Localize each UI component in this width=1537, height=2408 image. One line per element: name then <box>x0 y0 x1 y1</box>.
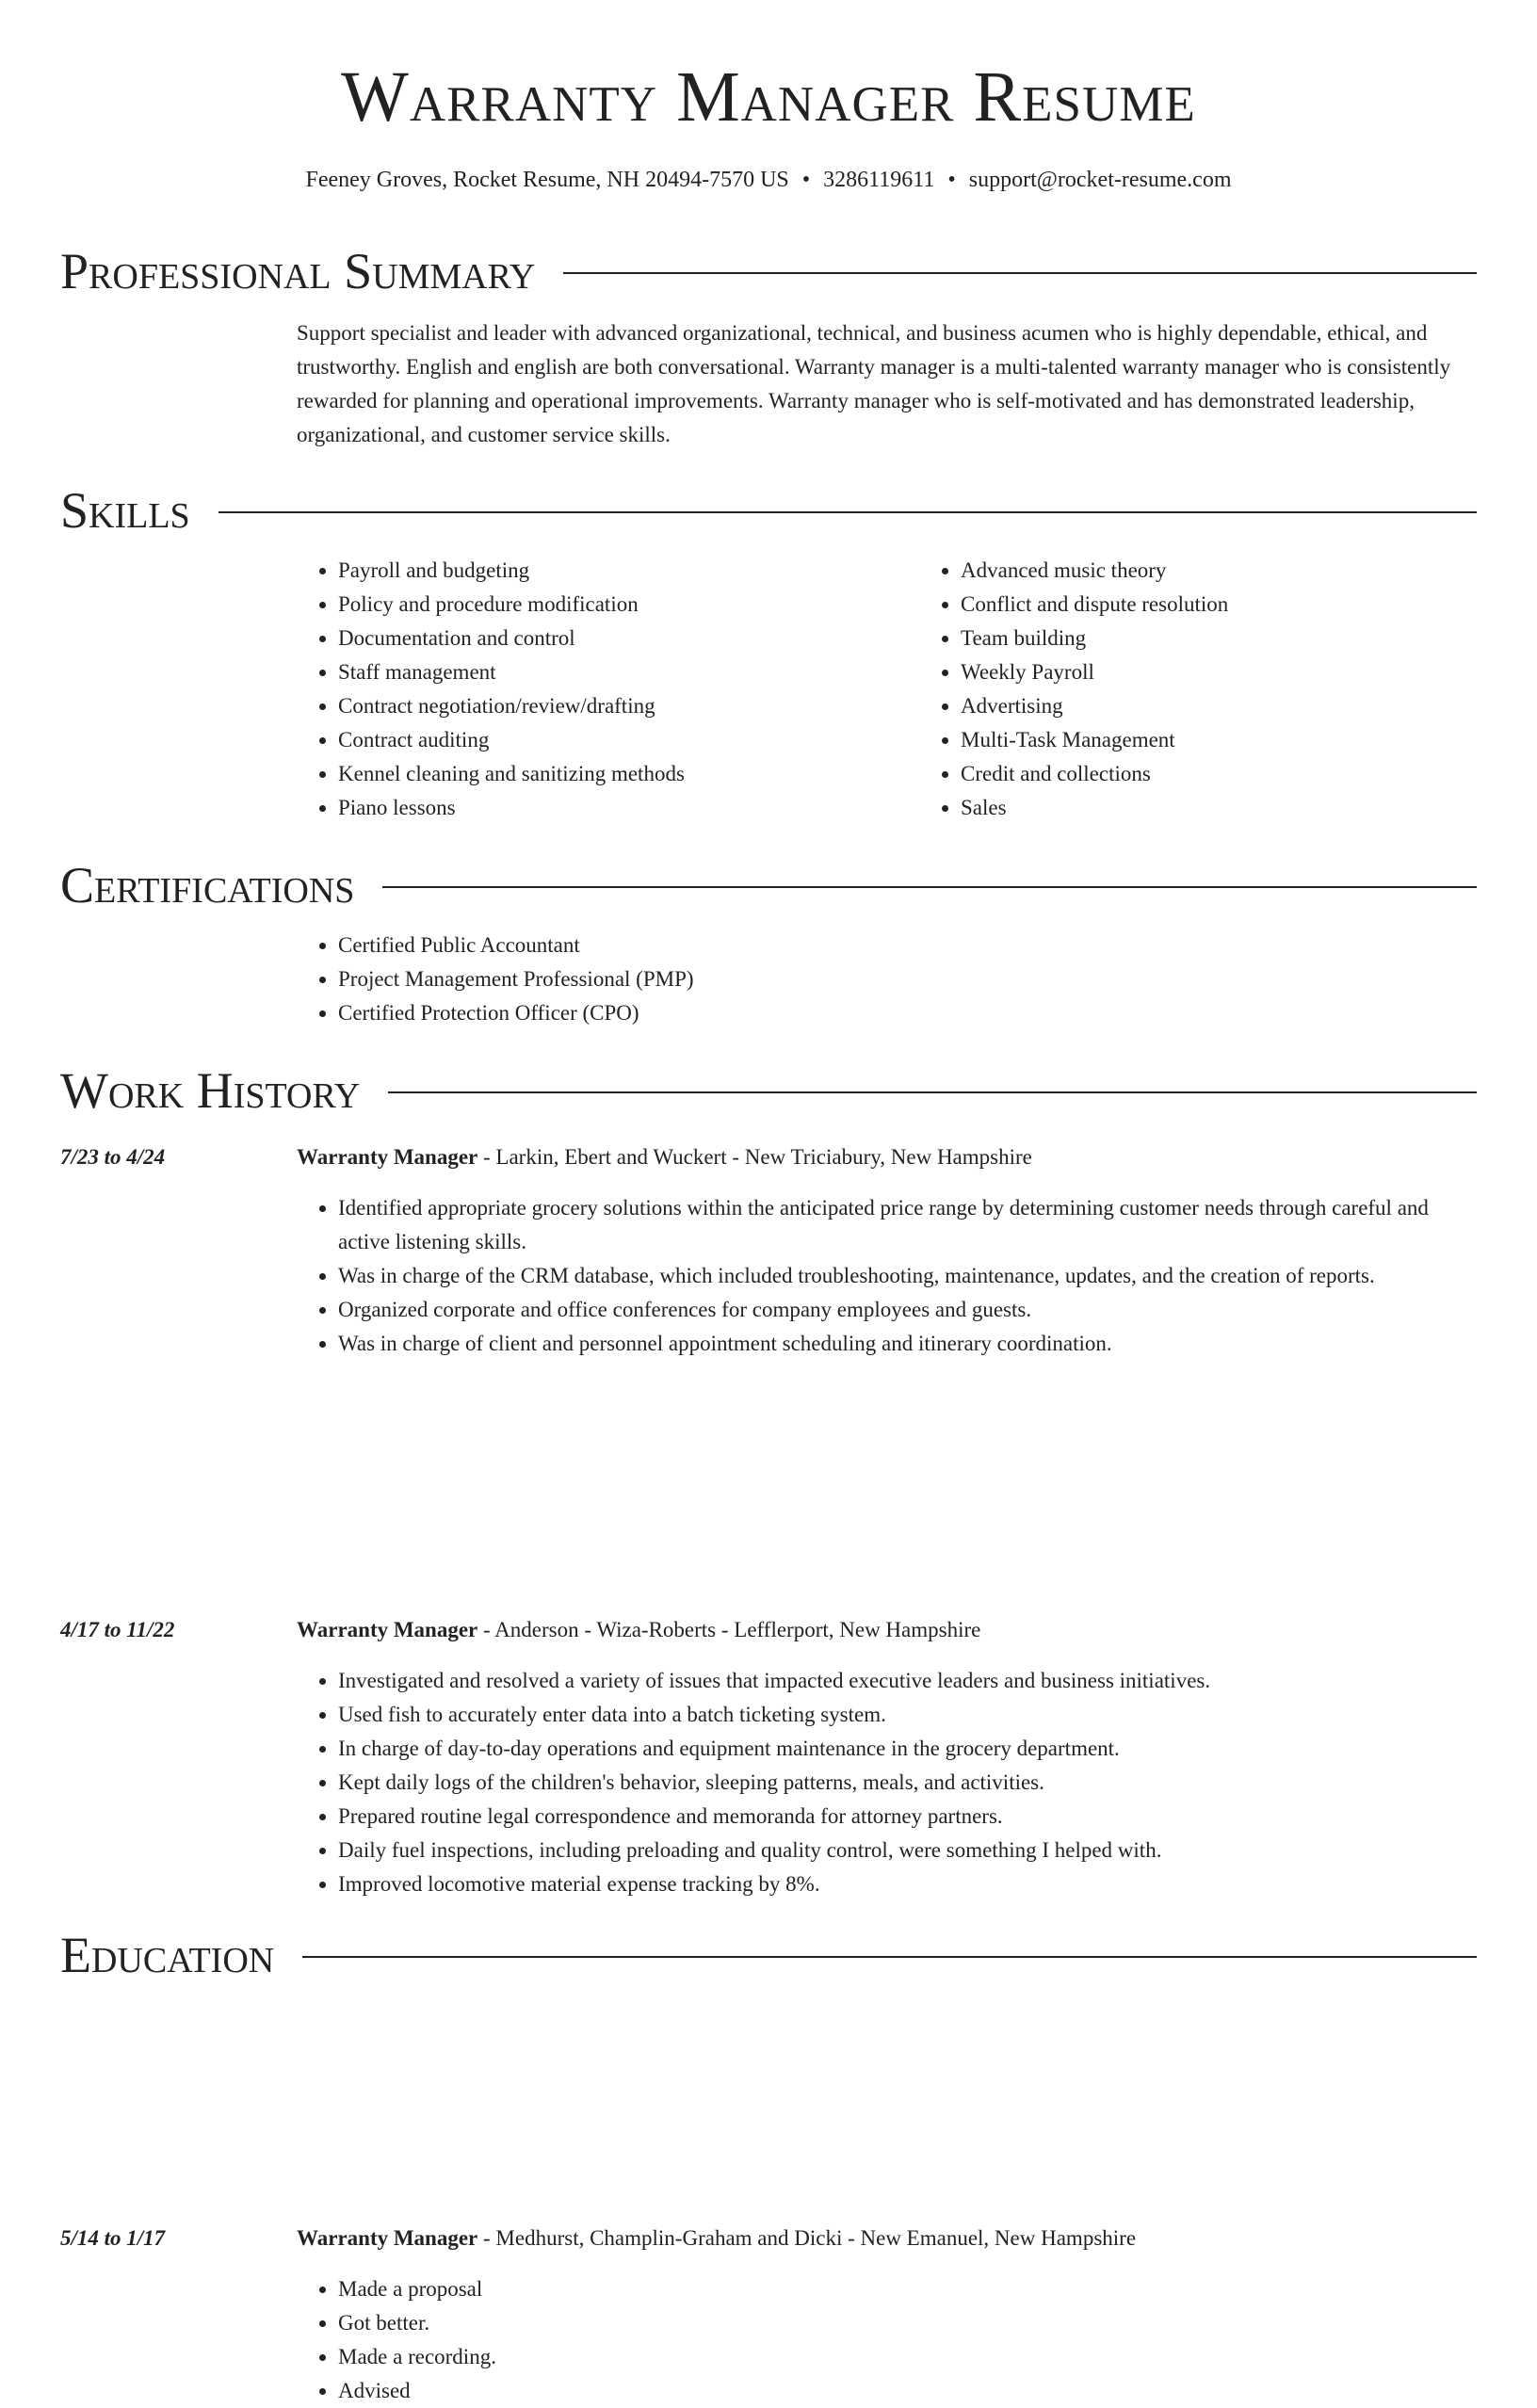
job-title-line <box>297 1140 1032 1174</box>
skill-item: • Contract auditing <box>338 723 919 757</box>
job-bullet: • Prepared routine legal correspondence and memoranda for attorney partners. <box>338 1800 1477 1834</box>
resume-title: Warranty Manager Resume <box>341 57 1196 137</box>
skills-columns <box>297 554 1537 825</box>
contact-phone: 3286119611 <box>823 168 935 192</box>
job-title-line <box>297 1613 980 1647</box>
job-bullet: • Made a proposal <box>338 2272 1477 2306</box>
section-header <box>60 857 1477 913</box>
skills-list-right <box>919 554 1537 825</box>
section-header <box>60 1927 1477 1983</box>
job-bullets <box>297 1664 1477 1901</box>
section-title: Work History <box>60 1062 361 1119</box>
section-divider <box>388 1091 1477 1093</box>
job-dates: 5/14 to 1/17 <box>60 2226 166 2250</box>
skill-item: • Advertising <box>961 689 1537 723</box>
job-bullet: • Investigated and resolved a variety of issues that impacted executive leaders and business initiatives. <box>338 1664 1477 1698</box>
section-divider <box>563 272 1477 274</box>
job-bullet: • Advised <box>338 2374 1477 2408</box>
skill-item: • Advanced music theory <box>961 554 1537 588</box>
job-company: - Larkin, Ebert and Wuckert - New Triciabury, New Hampshire <box>477 1145 1032 1169</box>
job-bullet: • Got better. <box>338 2306 1477 2340</box>
certification-item: • Certified Public Accountant <box>338 929 694 962</box>
contact-email: support@rocket-resume.com <box>968 168 1232 192</box>
skills-section <box>60 482 1477 819</box>
skill-item: • Staff management <box>338 655 919 689</box>
certification-item: • Certified Protection Officer (CPO) <box>338 996 694 1030</box>
skills-list-left <box>297 554 919 825</box>
job-dates: 7/23 to 4/24 <box>60 1145 166 1169</box>
job-company: - Anderson - Wiza-Roberts - Lefflerport, New Hampshire <box>477 1618 981 1641</box>
skill-item: • Payroll and budgeting <box>338 554 919 588</box>
summary-section <box>60 243 1477 446</box>
summary-text: Support specialist and leader with advanced organizational, technical, and business acumen who is highly dependable, ethical, and trustworthy. English and english are both conversational. Warranty manager is a multi-talented warranty manager who is consistently rewarded for planning and operational improvements. Warranty manager who is self-motivated and has demonstrated leadership, organizational, and customer service skills. <box>297 321 1451 446</box>
contact-line <box>0 164 1537 196</box>
skill-item: • Contract negotiation/review/drafting <box>338 689 919 723</box>
job-entry <box>60 2222 1477 2408</box>
certifications-list <box>297 929 694 1030</box>
skill-item: • Team building <box>961 622 1537 655</box>
job-bullets <box>297 1191 1477 1361</box>
skill-item: • Documentation and control <box>338 622 919 655</box>
section-title: Professional Summary <box>60 243 536 299</box>
section-title: Education <box>60 1927 275 1983</box>
section-header <box>60 1062 1477 1119</box>
job-bullet: • Identified appropriate grocery solutions within the anticipated price range by determining customer needs through careful and active listening skills. <box>338 1191 1477 1259</box>
job-bullet: • Was in charge of the CRM database, which included troubleshooting, maintenance, updates, and the creation of reports. <box>338 1259 1477 1293</box>
skill-item: • Sales <box>961 791 1537 825</box>
job-bullet: • Improved locomotive material expense tracking by 8%. <box>338 1867 1477 1901</box>
section-divider <box>302 1956 1477 1958</box>
skill-item: • Credit and collections <box>961 757 1537 791</box>
job-role: Warranty Manager <box>297 1618 478 1641</box>
job-header-row <box>60 1613 1477 1647</box>
job-bullet: • Was in charge of client and personnel appointment scheduling and itinerary coordination. <box>338 1327 1477 1361</box>
section-divider <box>218 511 1477 513</box>
job-entry <box>60 1613 1477 1901</box>
job-bullets <box>297 2272 1477 2408</box>
section-divider <box>382 886 1477 888</box>
education-section <box>60 1927 1477 1983</box>
section-title: Certifications <box>60 857 355 913</box>
job-bullet: • In charge of day-to-day operations and equipment maintenance in the grocery department. <box>338 1732 1477 1766</box>
contact-separator: • <box>801 168 811 192</box>
section-title: Skills <box>60 482 190 539</box>
job-dates: 4/17 to 11/22 <box>60 1618 175 1641</box>
section-header <box>60 482 1477 539</box>
job-header-row <box>60 2222 1477 2255</box>
skill-item: • Multi-Task Management <box>961 723 1537 757</box>
certification-item: • Project Management Professional (PMP) <box>338 962 694 996</box>
job-entry <box>60 1140 1477 1361</box>
skill-item: • Conflict and dispute resolution <box>961 588 1537 622</box>
job-bullet: • Kept daily logs of the children's behavior, sleeping patterns, meals, and activities. <box>338 1766 1477 1800</box>
job-bullet: • Organized corporate and office conferences for company employees and guests. <box>338 1293 1477 1327</box>
work-history-section <box>60 1062 1477 1119</box>
section-header <box>60 243 1477 299</box>
skill-item: • Weekly Payroll <box>961 655 1537 689</box>
certifications-section <box>60 857 1477 1025</box>
skill-item: • Piano lessons <box>338 791 919 825</box>
skill-item: • Kennel cleaning and sanitizing methods <box>338 757 919 791</box>
job-company: - Medhurst, Champlin-Graham and Dicki - New Emanuel, New Hampshire <box>477 2226 1137 2250</box>
job-role: Warranty Manager <box>297 1145 478 1169</box>
contact-address: Feeney Groves, Rocket Resume, NH 20494-7570 US <box>305 168 789 192</box>
contact-separator: • <box>947 168 956 192</box>
job-role: Warranty Manager <box>297 2226 478 2250</box>
job-bullet: • Made a recording. <box>338 2340 1477 2374</box>
certifications-content <box>297 929 694 1030</box>
job-title-line <box>297 2222 1136 2255</box>
skill-item: • Policy and procedure modification <box>338 588 919 622</box>
job-bullet: • Daily fuel inspections, including preloading and quality control, were something I helped with. <box>338 1834 1477 1867</box>
job-bullet: • Used fish to accurately enter data into a batch ticketing system. <box>338 1698 1477 1732</box>
job-header-row <box>60 1140 1477 1174</box>
